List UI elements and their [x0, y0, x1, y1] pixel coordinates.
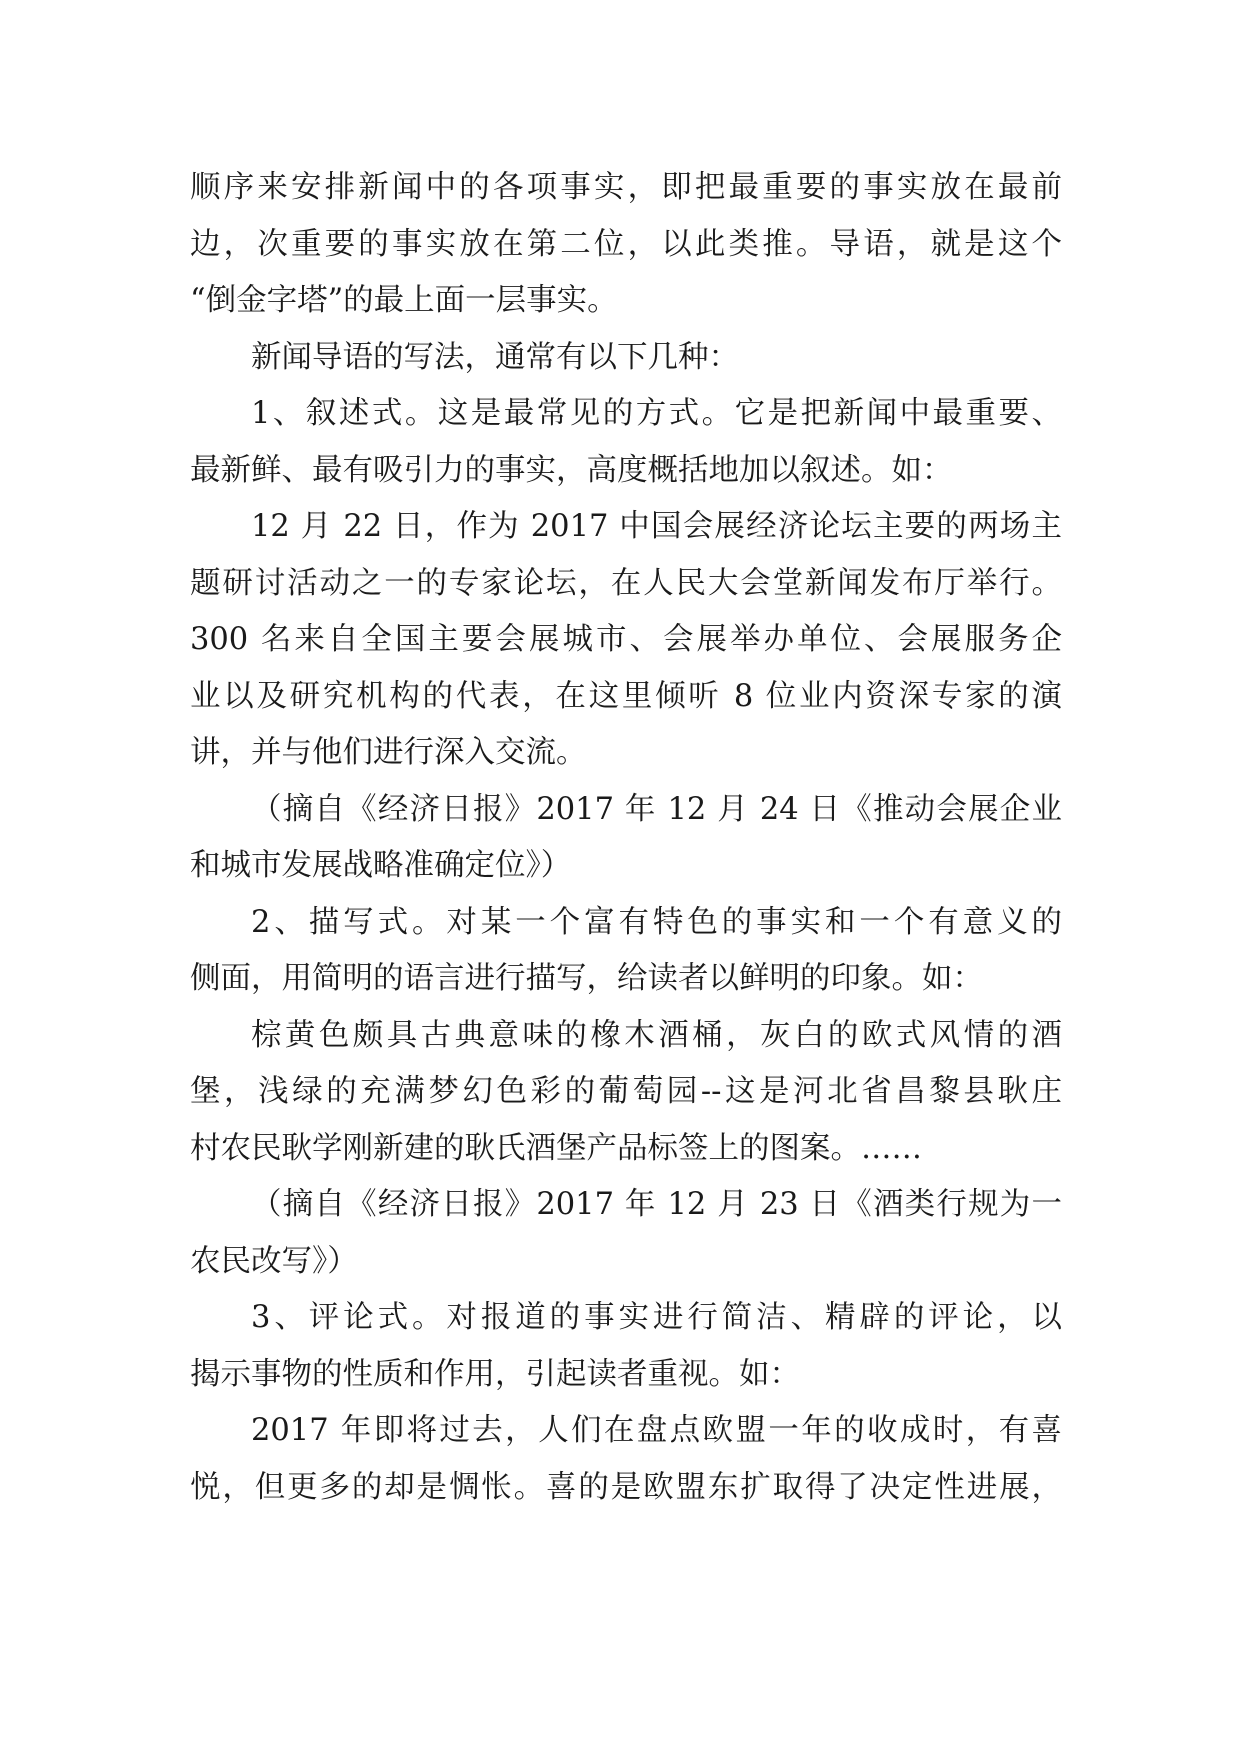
text-line: 2017 年即将过去，人们在盘点欧盟一年的收成时，有喜	[251, 1413, 1062, 1448]
text-line: 1、叙述式。这是最常见的方式。它是把新闻中最重要、	[251, 396, 1062, 431]
text-line: 农民改写》）	[190, 1243, 358, 1279]
text-line: 堡，浅绿的充满梦幻色彩的葡萄园--这是河北省昌黎县耿庄	[190, 1074, 1062, 1109]
text-line: 业以及研究机构的代表，在这里倾听 8 位业内资深专家的演	[190, 678, 1062, 714]
text-line: 3、评论式。对报道的事实进行简洁、精辟的评论，以	[251, 1300, 1062, 1335]
text-line: 题研讨活动之一的专家论坛，在人民大会堂新闻发布厅举行。	[190, 565, 1062, 601]
text-line: （摘自《经济日报》2017 年 12 月 24 日《推动会展企业	[251, 791, 1062, 827]
document-body	[190, 160, 1062, 1516]
text-line: “倒金字塔”的最上面一层事实。	[190, 283, 618, 318]
text-line: 12 月 22 日，作为 2017 中国会展经济论坛主要的两场主	[251, 509, 1062, 544]
text-line: 和城市发展战略准确定位》）	[190, 848, 572, 883]
text-line: 村农民耿学刚新建的耿氏酒堡产品标签上的图案。……	[190, 1130, 922, 1166]
text-line: 讲，并与他们进行深入交流。	[190, 735, 587, 770]
text-line: 300 名来自全国主要会展城市、会展举办单位、会展服务企	[190, 622, 1062, 657]
text-line: 新闻导语的写法，通常有以下几种：	[251, 339, 739, 375]
text-line: 揭示事物的性质和作用，引起读者重视。如：	[190, 1356, 800, 1392]
text-line: 2、描写式。对某一个富有特色的事实和一个有意义的	[251, 904, 1062, 940]
text-line: （摘自《经济日报》2017 年 12 月 23 日《酒类行规为一	[251, 1187, 1062, 1222]
text-line: 侧面，用简明的语言进行描写，给读者以鲜明的印象。如：	[190, 961, 983, 996]
text-line: 最新鲜、最有吸引力的事实，高度概括地加以叙述。如：	[190, 452, 953, 488]
text-line: 边，次重要的事实放在第二位，以此类推。导语，就是这个	[190, 226, 1062, 262]
text-line: 顺序来安排新闻中的各项事实，即把最重要的事实放在最前	[190, 170, 1062, 205]
text-line: 悦，但更多的却是惆怅。喜的是欧盟东扩取得了决定性进展，	[190, 1469, 1062, 1505]
text-line: 棕黄色颇具古典意味的橡木酒桶，灰白的欧式风情的酒	[251, 1017, 1062, 1053]
